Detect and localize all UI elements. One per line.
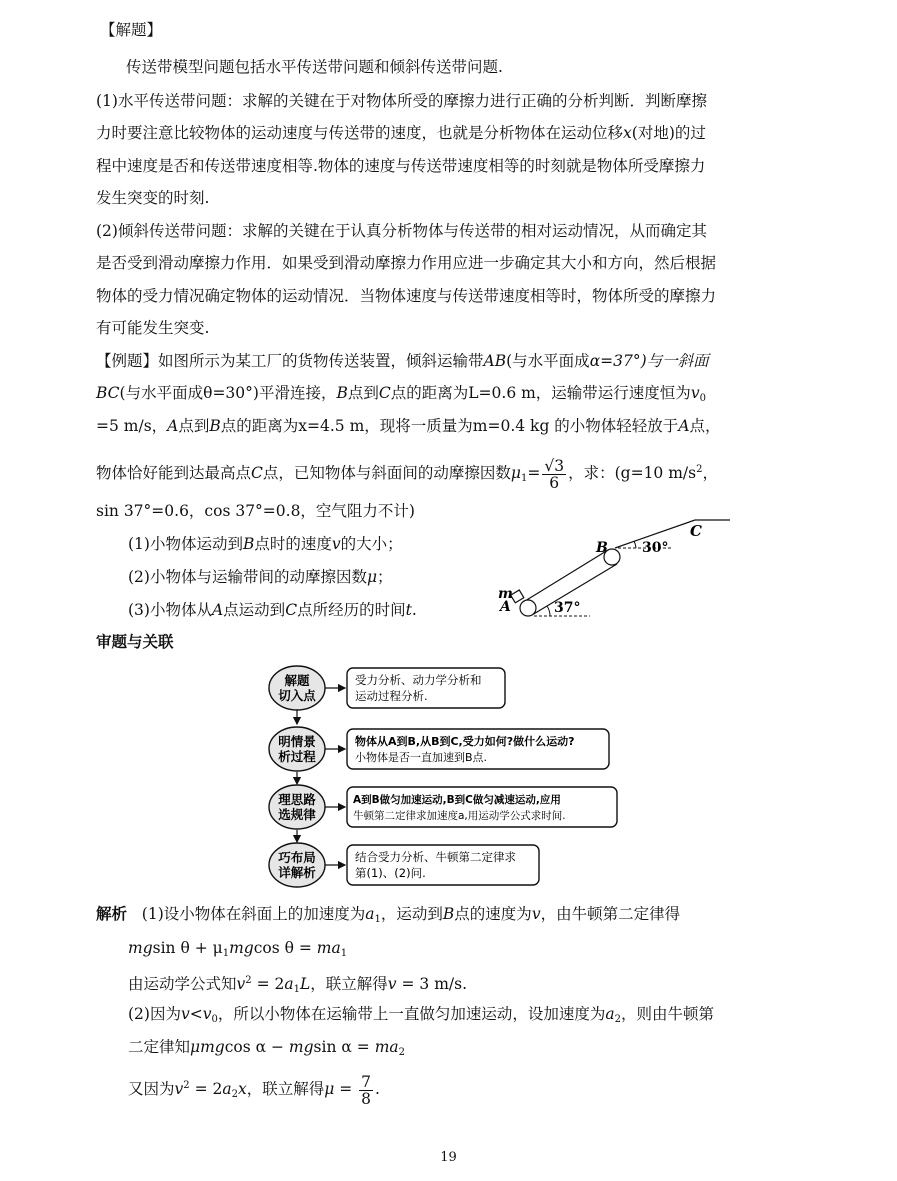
svg-text:巧布局: 巧布局 [278,850,316,865]
angle-arc-30 [634,541,636,548]
label-a: A [500,599,511,615]
svg-text:牛顿第二定律求加速度a,用运动学公式求时间.: 牛顿第二定律求加速度a,用运动学公式求时间. [353,810,566,822]
pulley-a [520,600,536,616]
paragraph-1-line-4: 发生突变的时刻. [96,189,210,207]
sqrt3-over-6-fraction: $\frac{√3}{6}$ [544,456,565,492]
svg-text:物体从A到B,从B到C,受力如何?做什么运动?: 物体从A到B,从B到C,受力如何?做什么运动? [355,735,575,748]
svg-text:明情景: 明情景 [278,734,316,749]
example-line-3: =5 m/s，A点到B点的距离为x=4.5 m，现将一质量为m=0.4 kg 的小物体轻轻放于A点， [96,417,721,435]
svg-text:结合受力分析、牛顿第二定律求: 结合受力分析、牛顿第二定律求 [355,850,516,864]
angle-arc-37 [547,606,550,616]
conveyor-figure [490,508,740,628]
flow-step-1 [269,666,505,710]
paragraph-1-line-1: (1)水平传送带问题：求解的关键在于对物体所受的摩擦力进行正确的分析判断．判断摩擦 [96,92,707,110]
section-header: 【解题】 [100,21,163,39]
paragraph-1-line-3: 程中速度是否和传送带速度相等.物体的速度与传送带速度相等的时刻就是物体所受摩擦力 [96,157,706,175]
svg-text:运动过程分析.: 运动过程分析. [355,689,428,703]
flow-step-3 [269,785,617,829]
question-2: (2)小物体与运输带间的动摩擦因数μ； [128,568,393,586]
svg-text:A到B做匀加速运动,B到C做匀减速运动,应用: A到B做匀加速运动,B到C做匀减速运动,应用 [353,794,561,806]
question-3: (3)小物体从A点运动到C点所经历的时间t. [128,601,417,619]
seven-eighths-fraction: $\frac{7}{8}$ [361,1072,372,1108]
svg-text:切入点: 切入点 [278,688,316,703]
svg-text:详解析: 详解析 [278,865,316,880]
intro-paragraph: 传送带模型问题包括水平传送带问题和倾斜传送带问题. [126,58,503,76]
svg-text:受力分析、动力学分析和: 受力分析、动力学分析和 [355,673,482,687]
equation-1: mgsin $\theta + \mu_1mgcos$ $\theta = ma_1$ [128,939,348,959]
svg-text:第(1)、(2)问.: 第(1)、(2)问. [355,866,426,880]
solution-line-5: 又因为$v^2 = 2a_2x$，联立解得μ = $\frac{7}{8}$ . [128,1072,380,1108]
svg-text:选规律: 选规律 [278,807,316,822]
solution-line-2: 由运动学公式知$v^2 = 2a_1L$，联立解得v = 3 m/s. [128,975,467,995]
flow-step-4 [269,843,539,887]
paragraph-2-line-3: 物体的受力情况确定物体的运动情况．当物体速度与传送带速度相等时，物体所受的摩擦力 [96,287,717,305]
question-1: (1)小物体运动到B点时的速度v的大小； [128,535,403,553]
solution-line-3: (2)因为$v<v_0$，所以小物体在运输带上一直做匀加速运动，设加速度为$a_2$，则由牛顿第 [128,1005,715,1025]
example-line-4: 物体恰好能到达最高点C点，已知物体与斜面间的动摩擦因数$\mu_1=$ $\frac{√3}{6}$ ，求：(g=10 $m/s^2$， [96,456,718,492]
solution-line-4: 二定律知μmgcos α − mgsin $\alpha = ma_2$ [128,1038,406,1058]
paragraph-1-line-2: 力时要注意比较物体的运动速度与传送带的速度，也就是分析物体在运动位移x(对地)的过 [96,124,706,142]
solution-line-1: 解析 (1)设小物体在斜面上的加速度为$a_1$，运动到B点的速度为v，由牛顿第二定律得 [96,904,681,925]
label-c: C [690,522,702,540]
example-line-5: sin 37°=0.6，cos 37°=0.8，空气阻力不计) [96,502,415,520]
page-number: 19 [440,1150,457,1165]
svg-text:小物体是否一直加速到B点.: 小物体是否一直加速到B点. [355,751,488,764]
analysis-header: 审题与关联 [96,632,174,651]
flow-step-2 [269,727,609,771]
example-line-2: BC(与水平面成θ=30°)平滑连接，B点到C点的距离为L=0.6 m，运输带运行速度恒为$v_0$ [96,384,706,404]
svg-text:析过程: 析过程 [278,749,316,764]
paragraph-2-line-1: (2)倾斜传送带问题：求解的关键在于认真分析物体与传送带的相对运动情况，从而确定其 [96,222,707,240]
label-b: B [596,540,608,556]
paragraph-2-line-4: 有可能发生突变. [96,319,210,337]
paragraph-2-line-2: 是否受到滑动摩擦力作用．如果受到滑动摩擦力作用应进一步确定其大小和方向，然后根据 [96,254,717,272]
angle-label-37: 37° [554,600,581,616]
label-m: m [498,586,513,602]
example-line-1: 【例题】如图所示为某工厂的货物传送装置，倾斜运输带AB(与水平面成α=37°)与一斜面 [96,352,709,370]
belt-upper-edge [525,550,608,601]
analysis-flowchart [265,662,625,897]
svg-text:解题: 解题 [284,673,310,688]
angle-label-30: 30° [642,540,669,556]
svg-text:理思路: 理思路 [278,792,316,807]
